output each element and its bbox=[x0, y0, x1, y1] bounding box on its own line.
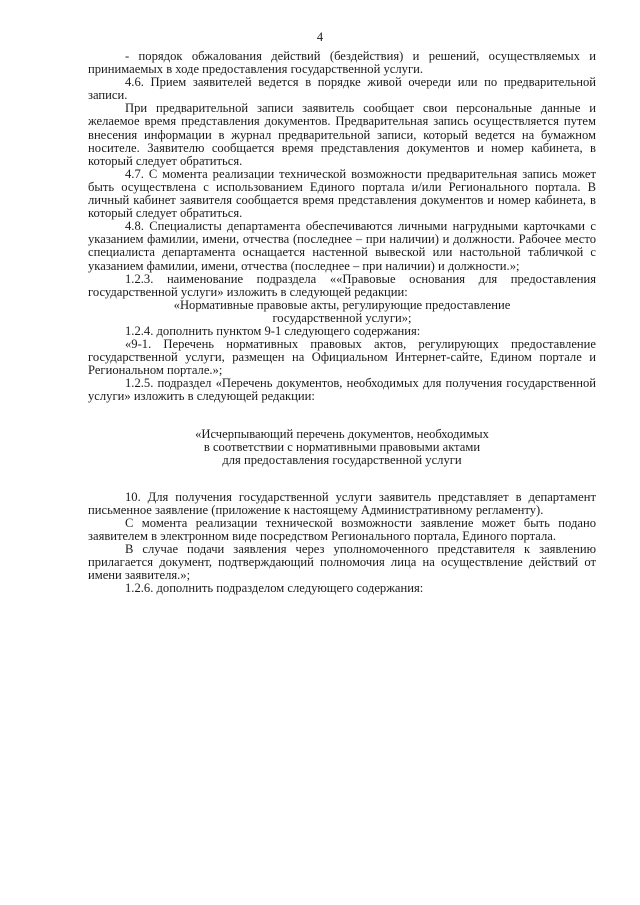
paragraph-1-2-6: 1.2.6. дополнить подразделом следующего содержания: bbox=[125, 581, 424, 596]
paragraph-9-1: «9-1. Перечень нормативных правовых актов, регулирующих предоставление государственной услуги, размещен на Официальном Интернет-сайте, Едином портале и Региональном портале.»; bbox=[88, 337, 596, 378]
section-heading-line: для предоставления государственной услуги bbox=[222, 452, 462, 467]
paragraph-representative: В случае подачи заявления через уполномоченного представителя к заявлению прилагается документ, подтверждающий полномочия лица на осуществление действий от имени заявителя.»; bbox=[88, 542, 596, 583]
section-heading-line: в соответствии с нормативными правовыми актами bbox=[203, 439, 481, 454]
paragraph-4-8: 4.8. Специалисты департамента обеспечиваются личными нагрудными карточками с указанием фамилии, имени, отчества (последнее – при наличии) и должности. Рабочее место специалиста департамента оснащается настенной вывеской или настольной табличкой с указанием фамилии, имени, отчества (последнее – при наличии) и должности.»; bbox=[88, 219, 596, 273]
section-heading bbox=[88, 428, 596, 467]
paragraph-1-2-3: 1.2.3. наименование подраздела ««Правовые основания для предоставления государственной услуги» изложить в следующей редакции: bbox=[88, 271, 596, 299]
paragraph-10: 10. Для получения государственной услуги заявитель представляет в департамент письменное заявление (приложение к настоящему Административному регламенту). bbox=[88, 489, 596, 517]
paragraph-4-6: 4.6. Прием заявителей ведется в порядке живой очереди или по предварительной записи. bbox=[88, 75, 596, 103]
paragraph-appeal-procedure: - порядок обжалования действий (бездействия) и решений, осуществляемых и принимаемых в ходе предоставления государственной услуги. bbox=[88, 49, 596, 77]
paragraph-preliminary-record: При предварительной записи заявитель сообщает свои персональные данные и желаемое время представления документов. Предварительная запись осуществляется путем внесения информации в журнал предварительной записи, который ведется на бумажном носителе. Заявителю сообщается время представления документов и номер кабинета, в который следует обратиться. bbox=[88, 101, 596, 168]
centered-quote-line: государственной услуги»; bbox=[272, 310, 412, 325]
paragraph-4-7: 4.7. С момента реализации технической возможности предварительная запись может быть осуществлена с использованием Единого портала и/или Регионального портала. В личный кабинет заявителя сообщается время представления документов и номер кабинета, в который следует обратиться. bbox=[88, 166, 596, 221]
centered-quote bbox=[88, 299, 596, 325]
paragraph-1-2-5: 1.2.5. подраздел «Перечень документов, необходимых для получения государственной услуги» изложить в следующей редакции: bbox=[88, 376, 596, 404]
document-body bbox=[88, 50, 596, 596]
spacer bbox=[88, 467, 596, 491]
spacer bbox=[88, 404, 596, 428]
paragraph-1-2-4: 1.2.4. дополнить пунктом 9-1 следующего содержания: bbox=[125, 323, 421, 338]
section-heading-line: «Исчерпывающий перечень документов, необходимых bbox=[195, 426, 489, 441]
paragraph-electronic-submission: С момента реализации технической возможности заявление может быть подано заявителем в электронном виде посредством Регионального портала, Единого портала. bbox=[88, 516, 596, 544]
centered-quote-line: «Нормативные правовые акты, регулирующие предоставление bbox=[173, 297, 511, 312]
page-number: 4 bbox=[316, 30, 324, 44]
